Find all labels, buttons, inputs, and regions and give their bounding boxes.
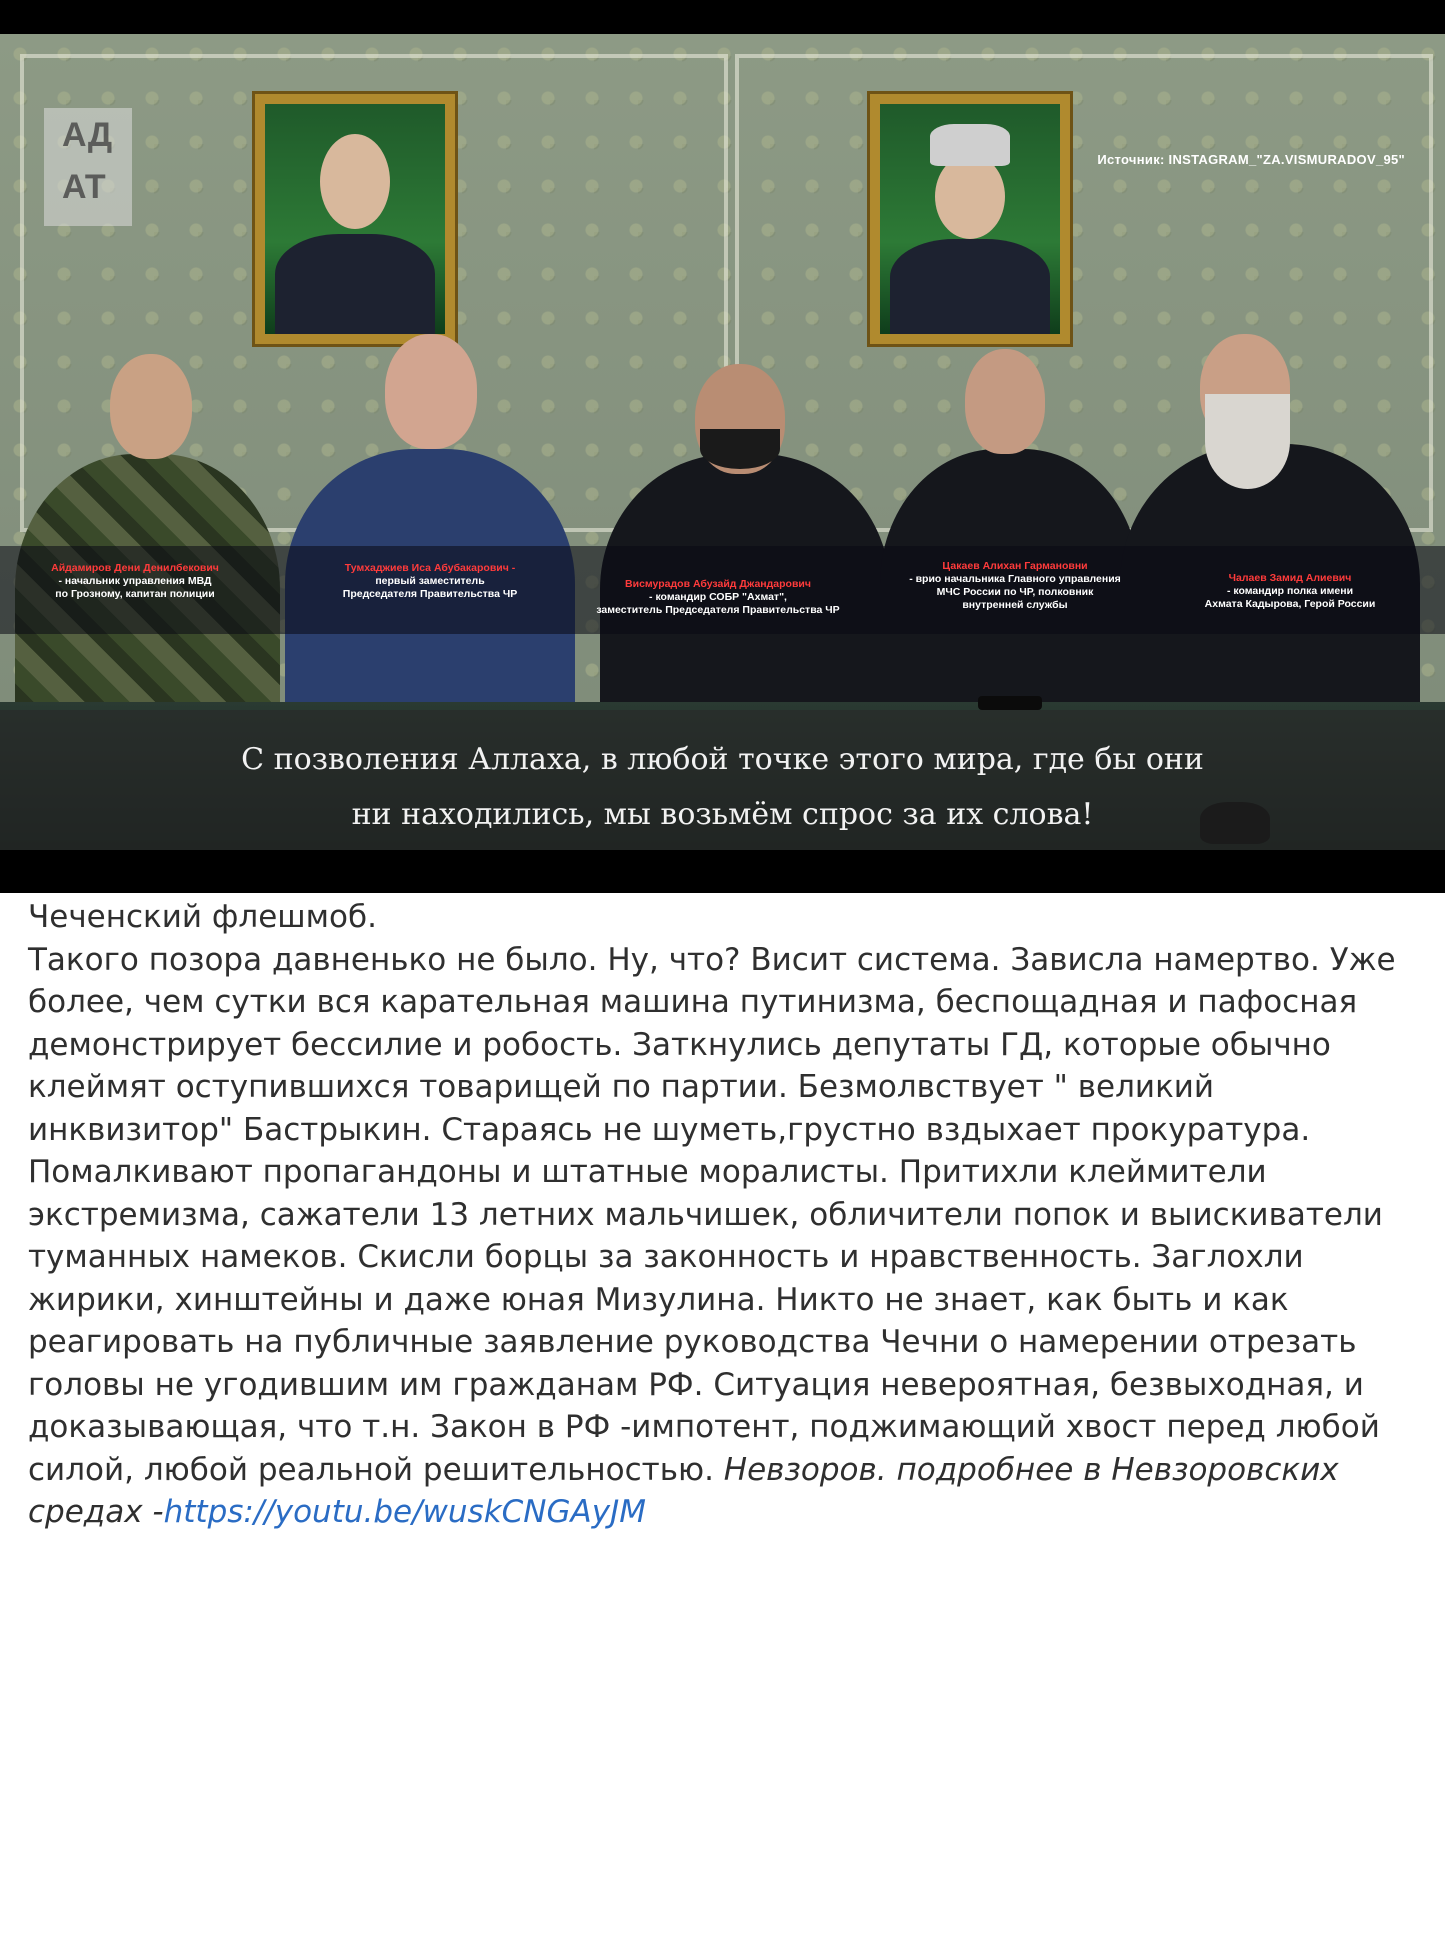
caption-4: Цакаев Алихан Гармановни - врио начальника Главного управления МЧС России по ЧР, полковник внутренней службы (909, 560, 1121, 611)
source-label: Источник: INSTAGRAM_"ZA.VISMURADOV_95" (1097, 152, 1405, 167)
person-4-face (965, 349, 1045, 454)
person-1-face (110, 354, 192, 459)
video-frame[interactable] (0, 0, 1445, 893)
person-2-face (385, 334, 477, 449)
post-body-paragraph (28, 939, 1428, 1534)
phone-on-table (978, 696, 1042, 710)
subtitle-line-2: ни находились, мы возьмём спрос за их слова! (351, 797, 1094, 832)
post-signature: Невзоров. подробнее в Невзоровских средах - (28, 1451, 1339, 1530)
subtitle-line-1: С позволения Аллаха, в любой точке этого мира, где бы они (241, 742, 1204, 777)
youtube-link[interactable]: https://youtu.be/wuskCNGAyJM (163, 1494, 646, 1530)
portrait-left (255, 94, 455, 344)
logo-text-bottom: АТ (62, 168, 106, 206)
logo-text-top: АД (62, 116, 113, 154)
caption-3: Висмурадов Абузайд Джандарович - командир СОБР "Ахмат", заместитель Председателя Правительства ЧР (596, 578, 840, 616)
post-title: Чеченский флешмоб. (28, 899, 377, 935)
caption-1: Айдамиров Дени Денилбекович - начальник управления МВД по Грозному, капитан полиции (51, 562, 219, 600)
caption-2: Тумхаджиев Иса Абубакарович - первый заместитель Председателя Правительства ЧР (342, 562, 518, 600)
person-3-beard (700, 429, 780, 469)
post-body: Такого позора давненько не было. Ну, что? Висит система. Зависла намертво. Уже более, чем сутки вся карательная машина путинизма, беспощадная и пафосная демонстрирует бессилие и робость. Заткнулись депутаты ГД, которые обычно клеймят оступившихся товарищей по партии. Безмолвствует " великий инквизитор" Бастрыкин. Стараясь не шуметь,грустно вздыхает прокуратура. Помалкивают пропагандоны и штатные моралисты. Притихли клеймители экстремизма, сажатели 13 летних мальчишек, обличители попок и выискиватели туманных намеков. Скисли борцы за законность и нравственность. Заглохли жирики, хинштейны и даже юная Мизулина. Никто не знает, как быть и как реагировать на публичные заявление руководства Чечни о намерении отрезать головы не угодившим им гражданам РФ. Ситуация невероятная, безвыходная, и доказывающая, что т.н. Закон в РФ -импотент, поджимающий хвост перед любой силой, любой реальной решительностью. (28, 941, 1396, 1488)
channel-logo (44, 108, 132, 226)
caption-5: Чалаев Замид Алиевич - командир полка имени Ахмата Кадырова, Герой России (1204, 572, 1376, 610)
portrait-right (870, 94, 1070, 344)
post-text (28, 896, 1428, 1534)
person-5-beard (1205, 394, 1290, 489)
video-scene (0, 34, 1445, 850)
